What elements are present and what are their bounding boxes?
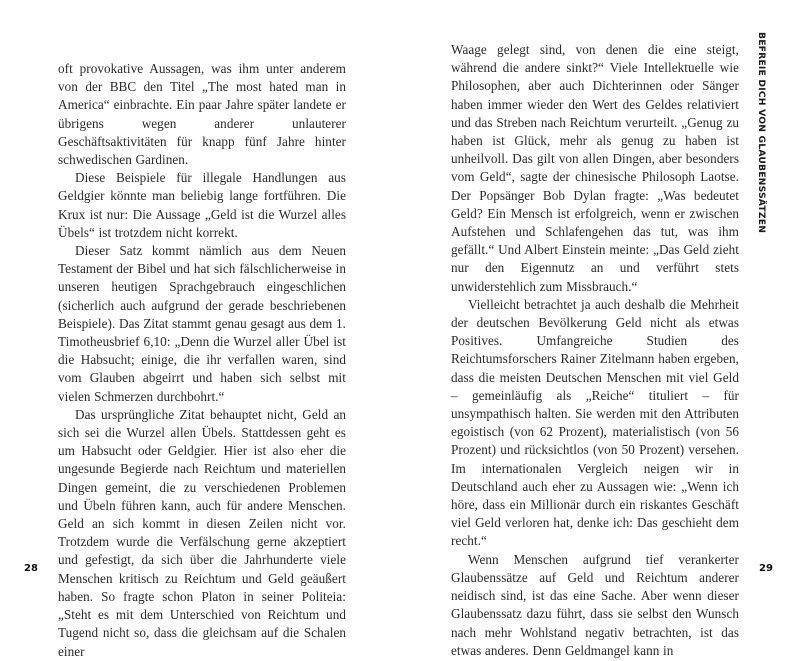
page-number: 28	[24, 563, 38, 574]
page-number: 29	[759, 563, 773, 574]
right-page-body	[451, 41, 739, 660]
paragraph: Diese Beispiele für illegale Handlungen aus Geldgier könnte man beliebig lange fortführen. Die Krux ist nur: Die Aussage „Geld ist die Wurzel alles Übels“ ist trotzdem nicht korrekt.	[58, 170, 346, 240]
paragraph: Waage gelegt sind, von denen die eine steigt, während die andere sinkt?“ Viele Intellektuelle wie Philosophen, aber auch Dichterinnen oder Sänger haben immer wieder den Wert des Geldes relativiert und das Streben nach Reichtum verurteilt. „Genug zu haben ist Glück, mehr als genug zu haben ist unheilvoll. Das gilt von allen Dingen, aber besonders vom Geld“, sagte der chinesische Philosoph Laotse. Der Popsänger Bob Dylan fragte: „Was bedeutet Geld? Ein Mensch ist erfolgreich, wenn er zwischen Aufstehen und Schlafengehen das tut, was ihm gefällt.“ Und Albert Einstein meinte: „Das Geld zieht nur den Eigennutz an und verführt stets unwiderstehlich zum Missbrauch.“	[451, 42, 739, 294]
paragraph: Das ursprüngliche Zitat behauptet nicht, Geld an sich sei die Wurzel allen Übels. Stattdessen geht es um Habsucht oder Geldgier. Hier ist also eher die ungesunde Begierde nach Reichtum und materiellen Dingen gemeint, die zu verschiedenen Problemen und Übeln führen kann, auch für andere Menschen. Geld an sich kommt in diesen Zeilen nicht vor. Trotzdem wurde die Verfälschung gerne akzeptiert und gefestigt, da sich über die Jahrhunderte viele Menschen kritisch zu Reichtum und Geld geäußert haben. So fragte schon Platon in seiner Politeia: „Steht es mit dem Unterschied von Reichtum und Tugend nicht so, dass die gleichsam auf die Schalen einer	[58, 406, 346, 659]
paragraph: oft provokative Aussagen, was ihm unter anderem von der BBC den Titel „The most hated man in America“ einbrachte. Ein paar Jahre später landete er übrigens wegen anderer unlauterer Geschäftsaktivitäten für knapp fünf Jahre hinter schwedischen Gardinen.	[58, 61, 346, 168]
right-page	[398, 0, 796, 658]
left-page	[0, 0, 398, 659]
paragraph: Dieser Satz kommt nämlich aus dem Neuen Testament der Bibel und hat sich fälschlicherweise in unseren heutigen Sprachgebrauch eingeschlichen (sicherlich auch aufgrund der gerade beschriebenen Beispiele). Das Zitat stammt genau gesagt aus dem 1. Timotheusbrief 6,10: „Denn die Wurzel aller Übel ist die Habsucht; einige, die ihr verfallen waren, sind vom Glauben abgeirrt und haben sich selbst mit vielen Schmerzen durchbohrt.“	[58, 243, 346, 404]
paragraph: Wenn Menschen aufgrund tief verankerter Glaubenssätze auf Geld und Reichtum anderer neidisch sind, ist das eine Sache. Aber wenn dieser Glaubenssatz dazu führt, dass sie selbst den Wunsch nach mehr Wohlstand negativ betrachten, ist das etwas anderes. Denn Geldmangel kann in	[451, 551, 739, 658]
left-page-body	[58, 60, 346, 661]
running-head: BEFREIE DICH VON GLAUBENSSÄTZEN	[756, 32, 767, 234]
paragraph: Vielleicht betrachtet ja auch deshalb die Mehrheit der deutschen Bevölkerung Geld nicht als etwas Positives. Umfangreiche Studien des Reichtumsforschers Rainer Zitelmann haben ergeben, dass die meisten Deutschen Menschen mit viel Geld – gemeinläufig als „Reiche“ tituliert – für unsympathisch halten. Sie werden mit den Attributen egoistisch (von 62 Prozent), materialistisch (von 56 Prozent) und rücksichtlos (von 50 Prozent) versehen. Im internationalen Vergleich neigen wir in Deutschland auch eher zu Aussagen wie: „Wenn ich höre, dass ein Millionär durch ein riskantes Geschäft viel Geld verloren hat, denke ich: Das geschieht dem recht.“	[451, 296, 739, 549]
